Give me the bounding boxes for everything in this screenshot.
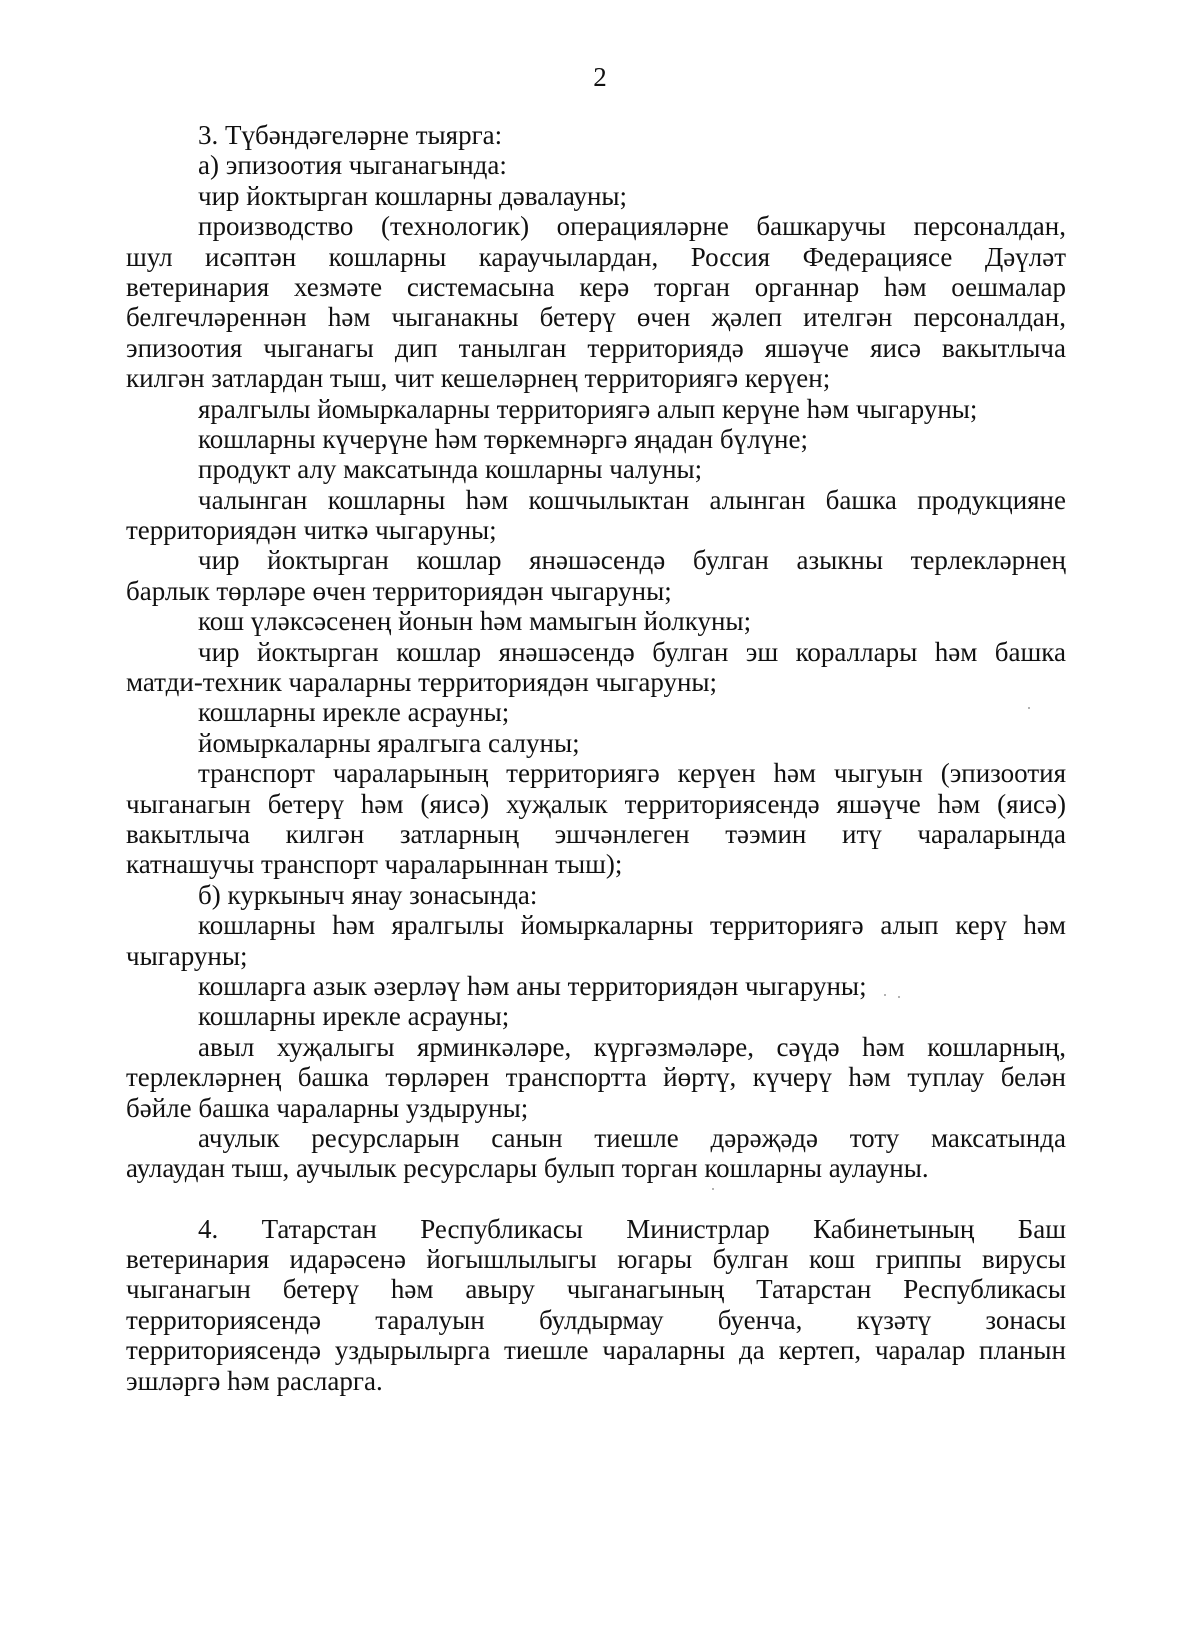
text-line: аулаудан тыш, аучылык ресурслары булып торган кошларны аулауны. bbox=[126, 1153, 929, 1184]
text-line: а) эпизоотия чыганагында: bbox=[198, 150, 507, 181]
text-line: ветеринария хезмәте системасына керә торган органнар һәм оешмалар bbox=[126, 271, 1066, 302]
text-line: кошларны ирекле асрауны; bbox=[198, 697, 510, 728]
text-line: чир йоктырган кошларны дәвалауны; bbox=[198, 180, 628, 211]
text-line: чыгаруны; bbox=[126, 940, 248, 971]
scan-speck bbox=[712, 1188, 714, 1190]
text-line: бәйле башка чараларны уздыруны; bbox=[126, 1092, 529, 1123]
text-line: вакытлыча килгән затларның эшчәнлеген тәэмин итү чараларында bbox=[126, 818, 1066, 849]
text-line: барлык төрләре өчен территориядән чыгаруны; bbox=[126, 575, 672, 606]
text-line: 3. Түбәндәгеләрне тыярга: bbox=[198, 120, 503, 150]
text-line: чалынган кошларны һәм кошчылыктан алынган башка продукцияне bbox=[198, 484, 1066, 515]
text-line: кошларны һәм яралгылы йомыркаларны территориягә алып керү һәм bbox=[198, 910, 1066, 941]
text-line: чир йоктырган кошлар янәшәсендә булган азыкны терлекләрнең bbox=[198, 545, 1066, 576]
text-line: чыганагын бетерү һәм (яисә) хуҗалык территориясендә яшәүче һәм (яисә) bbox=[126, 788, 1066, 819]
paragraph-gap bbox=[126, 1184, 1066, 1214]
scan-speck bbox=[1028, 707, 1030, 709]
text-line: чир йоктырган кошлар янәшәсендә булган эш кораллары һәм башка bbox=[198, 636, 1066, 667]
text-line: кошларны күчерүне һәм төркемнәргә яңадан бүлүне; bbox=[198, 423, 808, 454]
text-line: эпизоотия чыганагы дип танылган территориядә яшәүче яисә вакытлыча bbox=[126, 332, 1066, 363]
document-body bbox=[126, 120, 1066, 1396]
text-line: чыганагын бетерү һәм авыру чыганагының Татарстан Республикасы bbox=[126, 1274, 1066, 1305]
scan-speck bbox=[884, 994, 886, 996]
text-line: транспорт чараларының территориягә керүен һәм чыгуын (эпизоотия bbox=[198, 758, 1066, 789]
text-line: эшләргә һәм расларга. bbox=[126, 1365, 383, 1396]
text-line: йомыркаларны яралгыга салуны; bbox=[198, 727, 580, 758]
text-line: терлекләрнең башка төрләрен транспортта йөртү, күчерү һәм туплау белән bbox=[126, 1062, 1066, 1093]
text-line: ветеринария идарәсенә йогышлылыгы югары булган кош гриппы вирусы bbox=[126, 1244, 1066, 1275]
text-line: продукт алу максатында кошларны чалуны; bbox=[198, 454, 703, 485]
text-line: 4. Татарстан Республикасы Министрлар Кабинетының Баш bbox=[198, 1213, 1066, 1244]
text-line: ачулык ресурсларын санын тиешле дәрәҗәдә тоту максатында bbox=[198, 1122, 1066, 1153]
text-line: килгән затлардан тыш, чит кешеләрнең территориягә керүен; bbox=[126, 363, 831, 394]
text-line: кошларны ирекле асрауны; bbox=[198, 1001, 510, 1032]
text-line: шул исәптән кошларны караучылардан, Россия Федерациясе Дәүләт bbox=[126, 241, 1066, 272]
text-line: авыл хуҗалыгы ярминкәләре, күргәзмәләре, сәүдә һәм кошларның, bbox=[198, 1031, 1066, 1062]
text-line: территориясендә таралуын булдырмау буенча, күзәтү зонасы bbox=[126, 1304, 1066, 1335]
text-line: кош үләксәсенең йонын һәм мамыгын йолкуны; bbox=[198, 606, 752, 637]
text-line: территориядән читкә чыгаруны; bbox=[126, 515, 497, 546]
text-line: б) куркыныч янау зонасында: bbox=[198, 879, 538, 910]
text-line: производство (технологик) операцияләрне башкаручы персоналдан, bbox=[198, 211, 1066, 242]
text-line: белгечләреннән һәм чыганакны бетерү өчен җәлеп ителгән персоналдан, bbox=[126, 302, 1066, 333]
scan-speck bbox=[898, 996, 900, 998]
text-line: катнашучы транспорт чараларыннан тыш); bbox=[126, 849, 623, 880]
page-number: 2 bbox=[593, 62, 607, 92]
text-line: матди-техник чараларны территориядән чыгаруны; bbox=[126, 667, 718, 698]
text-line: территориясендә уздырылырга тиешле чараларны да кертеп, чаралар планын bbox=[126, 1335, 1066, 1366]
text-line: кошларга азык әзерләү һәм аны территориядән чыгаруны; bbox=[198, 970, 867, 1001]
text-line: яралгылы йомыркаларны территориягә алып керүне һәм чыгаруны; bbox=[198, 393, 978, 424]
